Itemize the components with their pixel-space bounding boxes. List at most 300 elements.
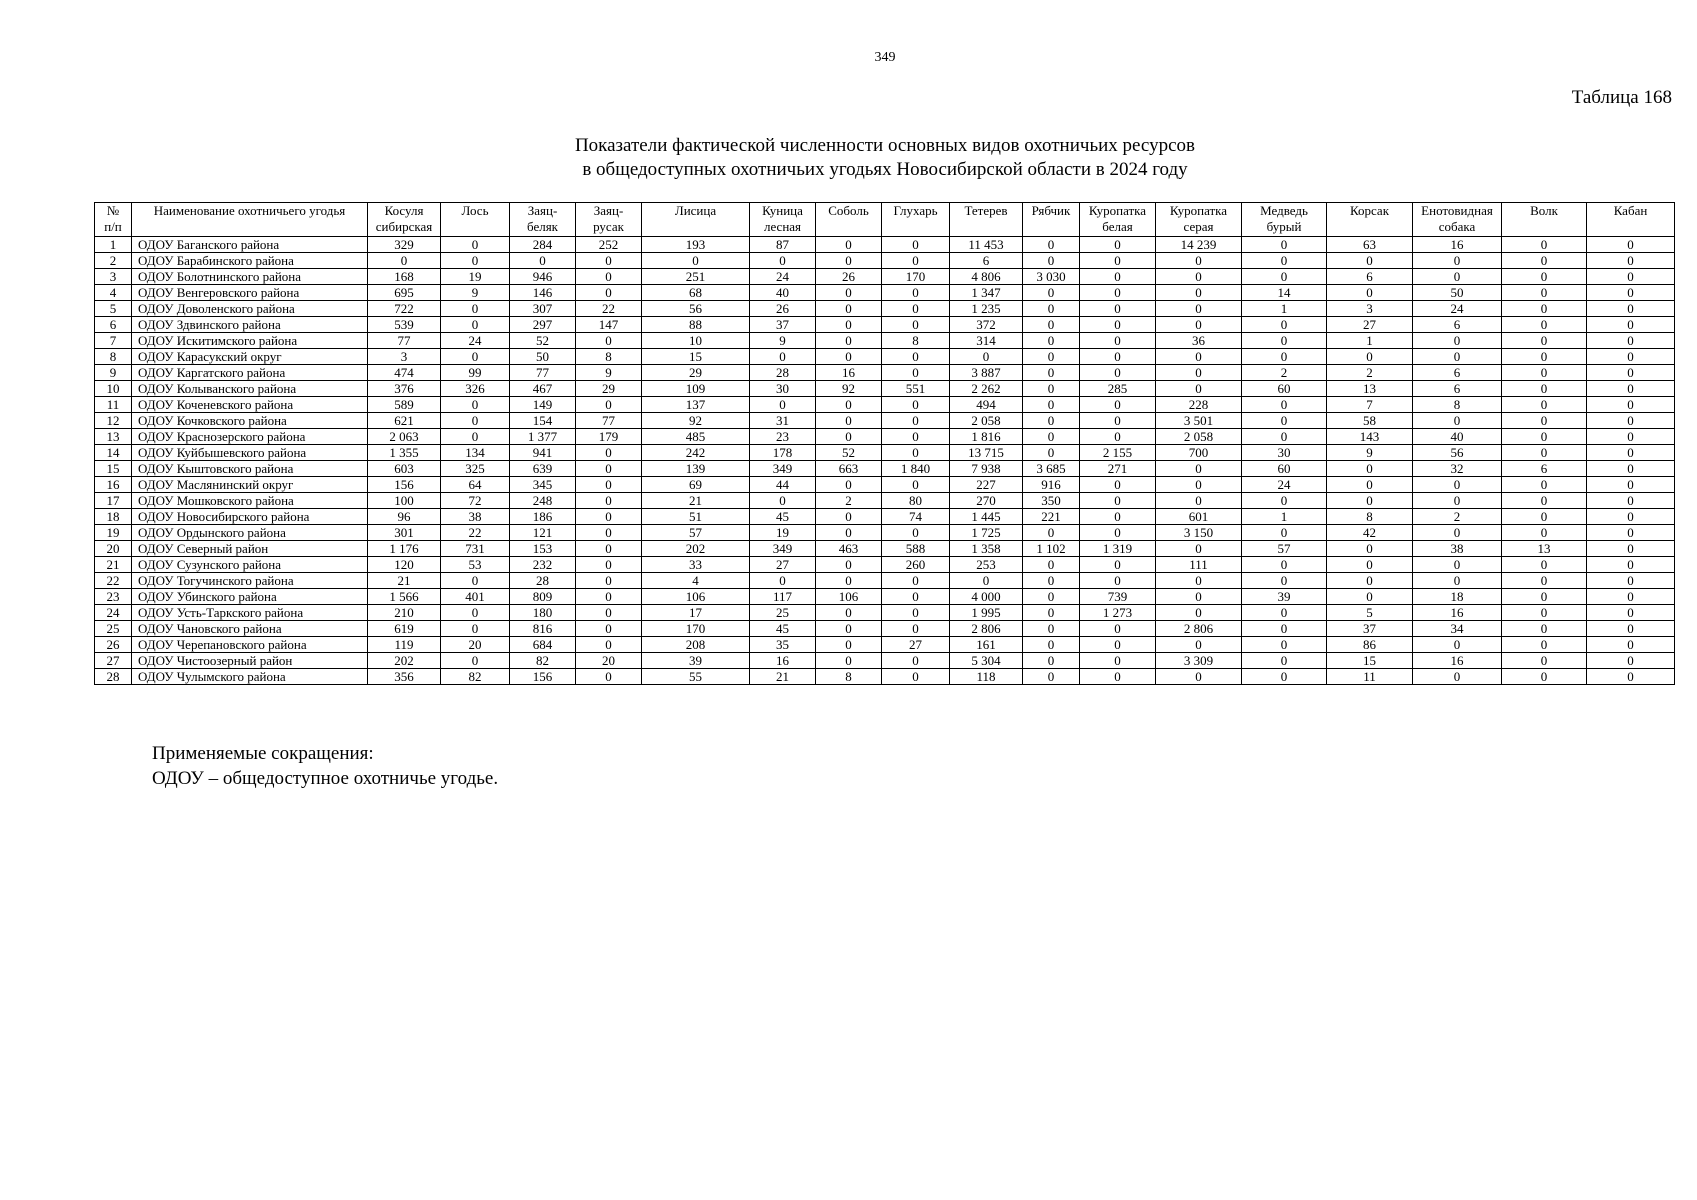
count-cell: 13 715 bbox=[950, 445, 1023, 461]
hunting-ground-name-cell: ОДОУ Кочковского района bbox=[132, 413, 368, 429]
column-header bbox=[1156, 203, 1242, 237]
count-cell: 349 bbox=[750, 461, 816, 477]
row-number-cell: 12 bbox=[95, 413, 132, 429]
count-cell: 0 bbox=[1080, 493, 1156, 509]
row-number-cell: 22 bbox=[95, 573, 132, 589]
count-cell: 0 bbox=[1023, 365, 1080, 381]
count-cell: 271 bbox=[1080, 461, 1156, 477]
count-cell: 2 806 bbox=[950, 621, 1023, 637]
count-cell: 14 bbox=[1242, 285, 1327, 301]
count-cell: 92 bbox=[816, 381, 882, 397]
column-header-text: сибирская bbox=[375, 219, 433, 234]
count-cell: 551 bbox=[882, 381, 950, 397]
count-cell: 28 bbox=[510, 573, 576, 589]
count-cell: 0 bbox=[1502, 333, 1587, 349]
count-cell: 816 bbox=[510, 621, 576, 637]
count-cell: 0 bbox=[1080, 237, 1156, 253]
count-cell: 0 bbox=[816, 573, 882, 589]
row-number-cell: 15 bbox=[95, 461, 132, 477]
count-cell: 0 bbox=[1587, 573, 1675, 589]
count-cell: 117 bbox=[750, 589, 816, 605]
row-number-cell: 16 bbox=[95, 477, 132, 493]
hunting-ground-name-cell: ОДОУ Венгеровского района bbox=[132, 285, 368, 301]
count-cell: 0 bbox=[1587, 509, 1675, 525]
count-cell: 0 bbox=[441, 621, 510, 637]
count-cell: 0 bbox=[1242, 557, 1327, 573]
count-cell: 0 bbox=[441, 301, 510, 317]
count-cell: 307 bbox=[510, 301, 576, 317]
column-header bbox=[1023, 203, 1080, 237]
count-cell: 0 bbox=[1156, 253, 1242, 269]
count-cell: 0 bbox=[1080, 333, 1156, 349]
count-cell: 0 bbox=[1413, 477, 1502, 493]
count-cell: 0 bbox=[1327, 573, 1413, 589]
count-cell: 86 bbox=[1327, 637, 1413, 653]
count-cell: 134 bbox=[441, 445, 510, 461]
count-cell: 77 bbox=[510, 365, 576, 381]
count-cell: 0 bbox=[1156, 381, 1242, 397]
table-row bbox=[95, 349, 1675, 365]
table-row bbox=[95, 653, 1675, 669]
count-cell: 0 bbox=[1242, 397, 1327, 413]
count-cell: 0 bbox=[1242, 429, 1327, 445]
count-cell: 32 bbox=[1413, 461, 1502, 477]
row-number-cell: 28 bbox=[95, 669, 132, 685]
column-header bbox=[510, 203, 576, 237]
count-cell: 0 bbox=[1023, 589, 1080, 605]
count-cell: 485 bbox=[642, 429, 750, 445]
count-cell: 0 bbox=[882, 589, 950, 605]
count-cell: 695 bbox=[368, 285, 441, 301]
count-cell: 0 bbox=[576, 285, 642, 301]
count-cell: 0 bbox=[1502, 557, 1587, 573]
count-cell: 1 bbox=[1242, 509, 1327, 525]
count-cell: 297 bbox=[510, 317, 576, 333]
count-cell: 24 bbox=[1242, 477, 1327, 493]
count-cell: 314 bbox=[950, 333, 1023, 349]
count-cell: 0 bbox=[1502, 253, 1587, 269]
count-cell: 0 bbox=[1502, 349, 1587, 365]
hunting-ground-name-cell: ОДОУ Сузунского района bbox=[132, 557, 368, 573]
count-cell: 20 bbox=[576, 653, 642, 669]
count-cell: 74 bbox=[882, 509, 950, 525]
count-cell: 0 bbox=[816, 349, 882, 365]
count-cell: 19 bbox=[441, 269, 510, 285]
count-cell: 0 bbox=[882, 605, 950, 621]
count-cell: 0 bbox=[1413, 493, 1502, 509]
count-cell: 45 bbox=[750, 621, 816, 637]
count-cell: 0 bbox=[882, 525, 950, 541]
column-header-text: Енотовидная bbox=[1421, 203, 1493, 218]
count-cell: 34 bbox=[1413, 621, 1502, 637]
count-cell: 33 bbox=[642, 557, 750, 573]
count-cell: 0 bbox=[1587, 637, 1675, 653]
count-cell: 0 bbox=[882, 669, 950, 685]
count-cell: 0 bbox=[1242, 605, 1327, 621]
count-cell: 0 bbox=[576, 541, 642, 557]
count-cell: 60 bbox=[1242, 461, 1327, 477]
count-cell: 3 685 bbox=[1023, 461, 1080, 477]
count-cell: 0 bbox=[1502, 381, 1587, 397]
hunting-ground-name-cell: ОДОУ Новосибирского района bbox=[132, 509, 368, 525]
row-number-cell: 14 bbox=[95, 445, 132, 461]
count-cell: 0 bbox=[816, 301, 882, 317]
count-cell: 401 bbox=[441, 589, 510, 605]
count-cell: 9 bbox=[750, 333, 816, 349]
count-cell: 0 bbox=[1242, 317, 1327, 333]
hunting-ground-name-cell: ОДОУ Баганского района bbox=[132, 237, 368, 253]
count-cell: 1 235 bbox=[950, 301, 1023, 317]
count-cell: 0 bbox=[576, 557, 642, 573]
count-cell: 0 bbox=[816, 621, 882, 637]
count-cell: 227 bbox=[950, 477, 1023, 493]
table-row bbox=[95, 573, 1675, 589]
count-cell: 0 bbox=[1080, 573, 1156, 589]
column-header-text: Куница bbox=[762, 203, 803, 218]
count-cell: 0 bbox=[1080, 253, 1156, 269]
count-cell: 0 bbox=[1587, 397, 1675, 413]
column-header-text: собака bbox=[1438, 219, 1476, 234]
count-cell: 0 bbox=[1156, 349, 1242, 365]
count-cell: 722 bbox=[368, 301, 441, 317]
count-cell: 0 bbox=[1502, 477, 1587, 493]
count-cell: 0 bbox=[1023, 557, 1080, 573]
count-cell: 16 bbox=[1413, 605, 1502, 621]
table-row bbox=[95, 397, 1675, 413]
table-row bbox=[95, 333, 1675, 349]
column-header-text: лесная bbox=[763, 219, 802, 234]
row-number-cell: 17 bbox=[95, 493, 132, 509]
count-cell: 6 bbox=[1413, 365, 1502, 381]
count-cell: 0 bbox=[1587, 493, 1675, 509]
count-cell: 253 bbox=[950, 557, 1023, 573]
hunting-ground-name-cell: ОДОУ Ордынского района bbox=[132, 525, 368, 541]
count-cell: 0 bbox=[1502, 317, 1587, 333]
count-cell: 0 bbox=[882, 237, 950, 253]
column-header-text: Тетерев bbox=[964, 203, 1008, 218]
table-row bbox=[95, 381, 1675, 397]
column-header-text: № bbox=[106, 203, 120, 218]
count-cell: 463 bbox=[816, 541, 882, 557]
count-cell: 6 bbox=[1502, 461, 1587, 477]
row-number-cell: 24 bbox=[95, 605, 132, 621]
row-number-cell: 5 bbox=[95, 301, 132, 317]
count-cell: 6 bbox=[950, 253, 1023, 269]
count-cell: 121 bbox=[510, 525, 576, 541]
count-cell: 11 bbox=[1327, 669, 1413, 685]
count-cell: 38 bbox=[1413, 541, 1502, 557]
count-cell: 0 bbox=[1156, 589, 1242, 605]
table-row bbox=[95, 445, 1675, 461]
count-cell: 38 bbox=[441, 509, 510, 525]
count-cell: 39 bbox=[642, 653, 750, 669]
count-cell: 663 bbox=[816, 461, 882, 477]
count-cell: 0 bbox=[1080, 317, 1156, 333]
count-cell: 0 bbox=[1327, 541, 1413, 557]
column-header-text: Волк bbox=[1530, 203, 1558, 218]
hunting-ground-name-cell: ОДОУ Колыванского района bbox=[132, 381, 368, 397]
count-cell: 156 bbox=[510, 669, 576, 685]
count-cell: 0 bbox=[1413, 573, 1502, 589]
column-header-text: Лисица bbox=[674, 203, 717, 218]
count-cell: 0 bbox=[1587, 237, 1675, 253]
count-cell: 0 bbox=[1587, 349, 1675, 365]
count-cell: 3 030 bbox=[1023, 269, 1080, 285]
hunting-ground-name-cell: ОДОУ Карасукский округ bbox=[132, 349, 368, 365]
count-cell: 0 bbox=[1502, 237, 1587, 253]
table-row bbox=[95, 589, 1675, 605]
hunting-ground-name-cell: ОДОУ Чистоозерный район bbox=[132, 653, 368, 669]
count-cell: 0 bbox=[1587, 653, 1675, 669]
column-header-text: Корсак bbox=[1349, 203, 1390, 218]
column-header-text: Куропатка bbox=[1169, 203, 1228, 218]
count-cell: 1 995 bbox=[950, 605, 1023, 621]
count-cell: 2 262 bbox=[950, 381, 1023, 397]
table-body bbox=[95, 237, 1675, 685]
count-cell: 1 bbox=[1327, 333, 1413, 349]
count-cell: 0 bbox=[576, 509, 642, 525]
count-cell: 228 bbox=[1156, 397, 1242, 413]
count-cell: 0 bbox=[816, 637, 882, 653]
count-cell: 0 bbox=[882, 653, 950, 669]
count-cell: 29 bbox=[576, 381, 642, 397]
count-cell: 120 bbox=[368, 557, 441, 573]
row-number-cell: 8 bbox=[95, 349, 132, 365]
count-cell: 0 bbox=[816, 253, 882, 269]
count-cell: 0 bbox=[1023, 429, 1080, 445]
count-cell: 0 bbox=[1023, 253, 1080, 269]
count-cell: 232 bbox=[510, 557, 576, 573]
hunting-ground-name-cell: ОДОУ Черепановского района bbox=[132, 637, 368, 653]
hunting-ground-name-cell: ОДОУ Каргатского района bbox=[132, 365, 368, 381]
count-cell: 56 bbox=[642, 301, 750, 317]
count-cell: 0 bbox=[1023, 653, 1080, 669]
count-cell: 0 bbox=[1502, 573, 1587, 589]
row-number-cell: 3 bbox=[95, 269, 132, 285]
count-cell: 0 bbox=[1327, 349, 1413, 365]
table-row bbox=[95, 509, 1675, 525]
count-cell: 55 bbox=[642, 669, 750, 685]
count-cell: 0 bbox=[882, 317, 950, 333]
count-cell: 0 bbox=[1587, 253, 1675, 269]
count-cell: 36 bbox=[1156, 333, 1242, 349]
count-cell: 154 bbox=[510, 413, 576, 429]
count-cell: 0 bbox=[1587, 445, 1675, 461]
count-cell: 251 bbox=[642, 269, 750, 285]
count-cell: 50 bbox=[510, 349, 576, 365]
count-cell: 15 bbox=[642, 349, 750, 365]
count-cell: 52 bbox=[510, 333, 576, 349]
count-cell: 0 bbox=[816, 397, 882, 413]
count-cell: 0 bbox=[441, 237, 510, 253]
count-cell: 9 bbox=[1327, 445, 1413, 461]
row-number-cell: 19 bbox=[95, 525, 132, 541]
count-cell: 170 bbox=[882, 269, 950, 285]
count-cell: 0 bbox=[1156, 669, 1242, 685]
table-row bbox=[95, 477, 1675, 493]
count-cell: 0 bbox=[1502, 365, 1587, 381]
count-cell: 0 bbox=[1502, 525, 1587, 541]
count-cell: 21 bbox=[368, 573, 441, 589]
count-cell: 0 bbox=[750, 253, 816, 269]
count-cell: 26 bbox=[750, 301, 816, 317]
table-header-row bbox=[95, 203, 1675, 237]
count-cell: 202 bbox=[368, 653, 441, 669]
count-cell: 0 bbox=[1587, 557, 1675, 573]
count-cell: 0 bbox=[1587, 413, 1675, 429]
count-cell: 0 bbox=[1242, 637, 1327, 653]
count-cell: 0 bbox=[1242, 573, 1327, 589]
count-cell: 684 bbox=[510, 637, 576, 653]
count-cell: 179 bbox=[576, 429, 642, 445]
count-cell: 0 bbox=[1023, 381, 1080, 397]
hunting-resources-table bbox=[94, 202, 1675, 685]
count-cell: 2 bbox=[1327, 365, 1413, 381]
count-cell: 1 358 bbox=[950, 541, 1023, 557]
column-header-text: Косуля bbox=[384, 203, 424, 218]
count-cell: 0 bbox=[1156, 541, 1242, 557]
column-header-text: Лось bbox=[461, 203, 489, 218]
count-cell: 0 bbox=[576, 605, 642, 621]
count-cell: 0 bbox=[1242, 621, 1327, 637]
count-cell: 0 bbox=[1502, 493, 1587, 509]
row-number-cell: 20 bbox=[95, 541, 132, 557]
hunting-ground-name-cell: ОДОУ Северный район bbox=[132, 541, 368, 557]
count-cell: 0 bbox=[576, 445, 642, 461]
count-cell: 147 bbox=[576, 317, 642, 333]
count-cell: 14 239 bbox=[1156, 237, 1242, 253]
count-cell: 0 bbox=[1156, 317, 1242, 333]
column-header bbox=[368, 203, 441, 237]
count-cell: 161 bbox=[950, 637, 1023, 653]
count-cell: 0 bbox=[1023, 669, 1080, 685]
count-cell: 146 bbox=[510, 285, 576, 301]
count-cell: 345 bbox=[510, 477, 576, 493]
count-cell: 0 bbox=[576, 525, 642, 541]
count-cell: 0 bbox=[1080, 365, 1156, 381]
count-cell: 0 bbox=[882, 413, 950, 429]
column-header-text: белая bbox=[1102, 219, 1133, 234]
count-cell: 0 bbox=[1080, 301, 1156, 317]
count-cell: 0 bbox=[1413, 269, 1502, 285]
count-cell: 16 bbox=[1413, 653, 1502, 669]
count-cell: 106 bbox=[642, 589, 750, 605]
count-cell: 0 bbox=[1413, 525, 1502, 541]
count-cell: 153 bbox=[510, 541, 576, 557]
count-cell: 0 bbox=[510, 253, 576, 269]
count-cell: 0 bbox=[1080, 349, 1156, 365]
count-cell: 186 bbox=[510, 509, 576, 525]
count-cell: 27 bbox=[750, 557, 816, 573]
count-cell: 1 445 bbox=[950, 509, 1023, 525]
hunting-ground-name-cell: ОДОУ Искитимского района bbox=[132, 333, 368, 349]
count-cell: 42 bbox=[1327, 525, 1413, 541]
count-cell: 16 bbox=[816, 365, 882, 381]
column-header-text: серая bbox=[1183, 219, 1214, 234]
count-cell: 2 155 bbox=[1080, 445, 1156, 461]
count-cell: 0 bbox=[1242, 349, 1327, 365]
count-cell: 350 bbox=[1023, 493, 1080, 509]
table-title-line-2: в общедоступных охотничьих угодьях Новосибирской области в 2024 году bbox=[582, 159, 1188, 180]
count-cell: 0 bbox=[1413, 253, 1502, 269]
count-cell: 1 840 bbox=[882, 461, 950, 477]
column-header bbox=[1080, 203, 1156, 237]
count-cell: 0 bbox=[576, 397, 642, 413]
count-cell: 0 bbox=[816, 413, 882, 429]
count-cell: 356 bbox=[368, 669, 441, 685]
count-cell: 0 bbox=[1327, 253, 1413, 269]
page-number: 349 bbox=[874, 50, 896, 65]
count-cell: 539 bbox=[368, 317, 441, 333]
count-cell: 285 bbox=[1080, 381, 1156, 397]
count-cell: 19 bbox=[750, 525, 816, 541]
count-cell: 0 bbox=[642, 253, 750, 269]
count-cell: 0 bbox=[441, 253, 510, 269]
count-cell: 0 bbox=[1023, 573, 1080, 589]
count-cell: 22 bbox=[441, 525, 510, 541]
count-cell: 0 bbox=[1502, 285, 1587, 301]
count-cell: 30 bbox=[750, 381, 816, 397]
column-header-text: беляк bbox=[527, 219, 558, 234]
count-cell: 0 bbox=[576, 669, 642, 685]
count-cell: 8 bbox=[576, 349, 642, 365]
count-cell: 0 bbox=[1587, 333, 1675, 349]
count-cell: 1 355 bbox=[368, 445, 441, 461]
table-row bbox=[95, 557, 1675, 573]
count-cell: 0 bbox=[1502, 669, 1587, 685]
count-cell: 0 bbox=[816, 525, 882, 541]
count-cell: 0 bbox=[441, 317, 510, 333]
count-cell: 601 bbox=[1156, 509, 1242, 525]
count-cell: 0 bbox=[1156, 285, 1242, 301]
table-row bbox=[95, 301, 1675, 317]
count-cell: 0 bbox=[1587, 525, 1675, 541]
count-cell: 3 887 bbox=[950, 365, 1023, 381]
count-cell: 1 377 bbox=[510, 429, 576, 445]
column-header-text: Заяц- bbox=[527, 203, 558, 218]
count-cell: 809 bbox=[510, 589, 576, 605]
count-cell: 0 bbox=[1023, 621, 1080, 637]
abbreviation-definition: ОДОУ – общедоступное охотничье угодье. bbox=[152, 768, 499, 789]
count-cell: 1 273 bbox=[1080, 605, 1156, 621]
count-cell: 9 bbox=[576, 365, 642, 381]
column-header-text: Заяц- bbox=[593, 203, 624, 218]
column-header-text: Медведь bbox=[1260, 203, 1308, 218]
count-cell: 0 bbox=[1587, 621, 1675, 637]
count-cell: 26 bbox=[816, 269, 882, 285]
count-cell: 248 bbox=[510, 493, 576, 509]
count-cell: 0 bbox=[1587, 317, 1675, 333]
table-row bbox=[95, 493, 1675, 509]
count-cell: 0 bbox=[441, 397, 510, 413]
count-cell: 0 bbox=[816, 477, 882, 493]
count-cell: 0 bbox=[576, 637, 642, 653]
count-cell: 6 bbox=[1413, 317, 1502, 333]
count-cell: 0 bbox=[1327, 285, 1413, 301]
count-cell: 619 bbox=[368, 621, 441, 637]
count-cell: 8 bbox=[816, 669, 882, 685]
count-cell: 52 bbox=[816, 445, 882, 461]
count-cell: 40 bbox=[1413, 429, 1502, 445]
count-cell: 0 bbox=[1080, 285, 1156, 301]
column-header bbox=[642, 203, 750, 237]
count-cell: 0 bbox=[1023, 445, 1080, 461]
count-cell: 0 bbox=[816, 285, 882, 301]
column-header-text: Куропатка bbox=[1088, 203, 1147, 218]
count-cell: 0 bbox=[1502, 429, 1587, 445]
count-cell: 0 bbox=[576, 253, 642, 269]
count-cell: 69 bbox=[642, 477, 750, 493]
